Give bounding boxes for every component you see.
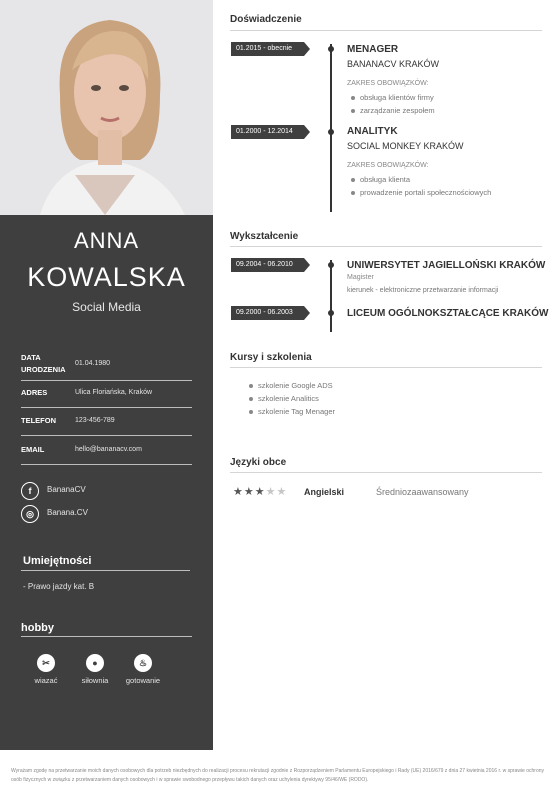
info-label: EMAIL (21, 445, 45, 454)
course-item: szkolenie Google ADS (258, 381, 333, 390)
info-label: DATA URODZENIA (21, 353, 66, 374)
cooking-icon: ♨ (134, 654, 152, 672)
hobby-label: gotowanie (125, 676, 161, 685)
divider (230, 367, 542, 368)
timeline-line (330, 260, 332, 332)
sidebar (0, 0, 213, 750)
info-row-email (21, 442, 192, 465)
job-company: SOCIAL MONKEY KRAKÓW (347, 141, 464, 151)
date-tag: 09.2004 - 06.2010 (231, 258, 304, 272)
social-label: BananaCV (47, 485, 86, 494)
star-empty-icon: ★ (265, 486, 277, 498)
experience-heading: Doświadczenie (230, 14, 302, 25)
knitting-icon: ✂ (37, 654, 55, 672)
divider (21, 636, 192, 637)
star-filled-icon: ★ (243, 486, 255, 498)
info-label: ADRES (21, 388, 48, 397)
hobby-item (21, 654, 71, 685)
portrait-illustration (0, 0, 213, 215)
school-name: UNIWERSYTET JAGIELLOŃSKI KRAKÓW (347, 260, 546, 271)
facebook-icon: f (21, 482, 39, 500)
job-role: Social Media (72, 300, 141, 314)
education-heading: Wykształcenie (230, 231, 299, 242)
profile-photo (0, 0, 213, 215)
languages-heading: Języki obce (230, 457, 287, 468)
duty-item: obsługa klientów firmy (360, 93, 434, 102)
info-value: 123-456-789 (75, 417, 115, 424)
info-value: Ulica Floriańska, Kraków (75, 389, 153, 396)
course-item: szkolenie Analitics (258, 394, 319, 403)
divider (230, 246, 542, 247)
info-row-birthdate (21, 350, 192, 381)
date-tag: 09.2000 - 06.2003 (231, 306, 304, 320)
info-row-address (21, 385, 192, 408)
degree: Magister (347, 274, 374, 281)
duties-label: ZAKRES OBOWIĄZKÓW: (347, 162, 429, 169)
timeline-dot (328, 310, 334, 316)
hobby-item (118, 654, 168, 685)
info-row-phone (21, 413, 192, 436)
timeline-dot (328, 46, 334, 52)
social-facebook[interactable] (21, 482, 141, 500)
info-value: 01.04.1980 (75, 360, 111, 367)
course-item: szkolenie Tag Menager (258, 407, 335, 416)
duty-item: obsługa klienta (360, 175, 411, 184)
hobby-label: wiazać (34, 676, 58, 685)
duty-item: zarządzanie zespołem (360, 106, 435, 115)
courses-heading: Kursy i szkolenia (230, 352, 312, 363)
social-label: Banana.CV (47, 508, 88, 517)
timeline-dot (328, 262, 334, 268)
instagram-icon: ◎ (21, 505, 39, 523)
first-name: ANNA (73, 228, 140, 253)
star-filled-icon: ★ (233, 486, 244, 498)
gym-icon: ● (86, 654, 104, 672)
info-label: TELEFON (21, 416, 56, 425)
date-tag: 01.2015 - obecnie (231, 42, 304, 56)
last-name: KOWALSKA (27, 262, 186, 292)
duties-label: ZAKRES OBOWIĄZKÓW: (347, 80, 429, 87)
timeline-line (330, 44, 332, 212)
gdpr-consent: Wyrażam zgodę na przetwarzanie moich danych osobowych dla potrzeb niezbędnych do realizacji procesu rekrutacji zgodnie z Rozporządzeniem Parlamentu Europejskiego i Rady (UE) 2016/679 z dnia 27 kwietnia 2016 r. w sprawie ochrony osób fizycznych w związku z przetwarzaniem danych osobowych i w sprawie swobodnego przepływu takich danych oraz uchylenia dyrektywy 95/46/WE (RODO). (11, 768, 545, 783)
skills-heading: Umiejętności (23, 555, 92, 567)
school-name: LICEUM OGÓLNOKSZTAŁCĄCE KRAKÓW (347, 308, 549, 319)
divider (230, 472, 542, 473)
job-company: BANANACV KRAKÓW (347, 59, 440, 69)
hobby-label: siłownia (81, 676, 109, 685)
language-name: Angielski (304, 487, 345, 497)
job-title: ANALITYK (347, 126, 398, 137)
divider (21, 570, 190, 571)
skill-item: - Prawo jazdy kat. B (23, 582, 95, 591)
language-rating (233, 485, 287, 498)
field-of-study: kierunek - elektroniczne przetwarzanie informacji (347, 287, 499, 294)
star-filled-icon: ★ (254, 486, 266, 498)
date-tag: 01.2000 - 12.2014 (231, 125, 304, 139)
duty-item: prowadzenie portali społecznościowych (360, 188, 492, 197)
hobby-item (70, 654, 120, 685)
divider (230, 30, 542, 31)
language-level: Średniozaawansowany (376, 487, 469, 497)
job-title: MENAGER (347, 44, 399, 55)
social-instagram[interactable] (21, 505, 141, 523)
timeline-dot (328, 129, 334, 135)
star-empty-icon: ★ (276, 486, 288, 498)
hobby-heading: hobby (21, 622, 54, 634)
info-value: hello@bananacv.com (75, 446, 142, 453)
